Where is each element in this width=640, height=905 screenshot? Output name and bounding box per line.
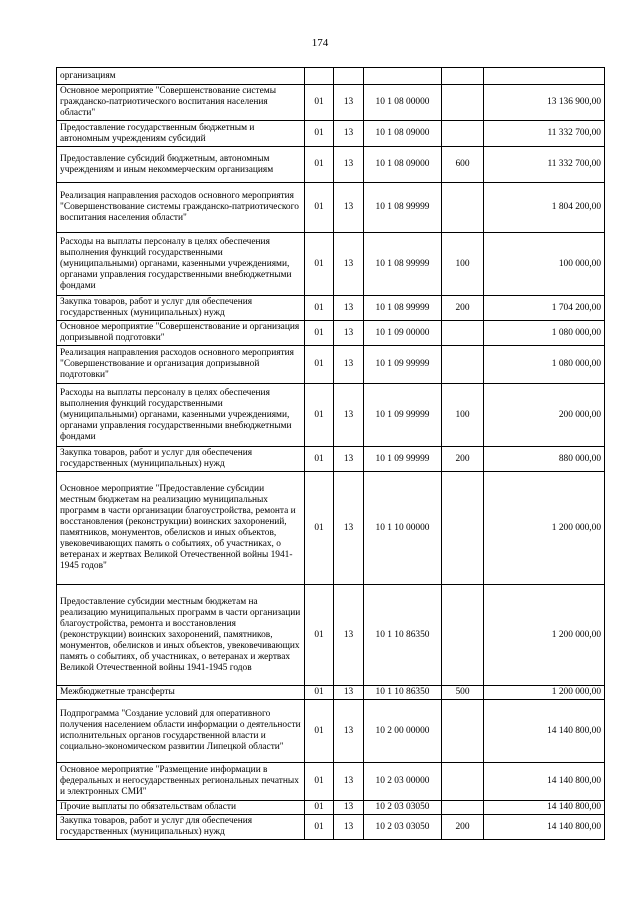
table-row [57, 85, 605, 121]
row-expense-type-cell [442, 183, 484, 233]
row-name-cell: Предоставление субсидий бюджетным, автономным учреждениям и иным некоммерческим организациям [57, 147, 305, 183]
row-target-article-cell: 10 2 03 00000 [364, 763, 442, 801]
row-name-cell: Закупка товаров, работ и услуг для обеспечения государственных (муниципальных) нужд [57, 296, 305, 321]
row-section-cell: 01 [305, 233, 334, 296]
row-subsection-cell: 13 [334, 472, 364, 585]
row-subsection-cell: 13 [334, 147, 364, 183]
row-subsection-cell: 13 [334, 384, 364, 447]
row-section-cell: 01 [305, 321, 334, 346]
row-amount-cell: 1 704 200,00 [484, 296, 605, 321]
row-name-cell: Основное мероприятие "Совершенствование системы гражданско-патриотического воспитания населения области" [57, 85, 305, 121]
row-expense-type-cell: 200 [442, 296, 484, 321]
row-expense-type-cell [442, 346, 484, 384]
row-section-cell: 01 [305, 384, 334, 447]
row-name-cell: Основное мероприятие "Предоставление субсидии местным бюджетам на реализацию муниципальных программ в части организации благоустройства, ремонта и восстановления (реконструкции) воинских захоронений, памятников, монументов, обелисков и иных объектов, увековечивающих память о событиях, об участниках, о ветеранах и жертвах Великой Отечественной войны 1941-1945 годов" [57, 472, 305, 585]
row-name-cell: Межбюджетные трансферты [57, 686, 305, 700]
row-section-cell: 01 [305, 183, 334, 233]
row-name-cell: Расходы на выплаты персоналу в целях обеспечения выполнения функций государственными (муниципальными) органами, казенными учреждениями, органами управления государственными внебюджетными фондами [57, 384, 305, 447]
row-target-article-cell: 10 1 08 09000 [364, 147, 442, 183]
row-expense-type-cell [442, 68, 484, 85]
row-subsection-cell: 13 [334, 296, 364, 321]
row-target-article-cell: 10 1 09 00000 [364, 321, 442, 346]
row-target-article-cell: 10 1 08 99999 [364, 183, 442, 233]
row-expense-type-cell [442, 121, 484, 147]
budget-table [56, 67, 605, 840]
row-name-cell: организациям [57, 68, 305, 85]
table-row [57, 183, 605, 233]
row-section-cell: 01 [305, 801, 334, 815]
row-expense-type-cell: 100 [442, 384, 484, 447]
row-name-cell: Реализация направления расходов основного мероприятия "Совершенствование и организация допризывной подготовки" [57, 346, 305, 384]
row-target-article-cell: 10 1 09 99999 [364, 384, 442, 447]
row-amount-cell: 1 804 200,00 [484, 183, 605, 233]
row-amount-cell [484, 68, 605, 85]
row-subsection-cell: 13 [334, 85, 364, 121]
row-amount-cell: 14 140 800,00 [484, 763, 605, 801]
row-section-cell: 01 [305, 686, 334, 700]
row-section-cell [305, 68, 334, 85]
row-amount-cell: 1 080 000,00 [484, 346, 605, 384]
row-amount-cell: 200 000,00 [484, 384, 605, 447]
row-section-cell: 01 [305, 763, 334, 801]
row-expense-type-cell [442, 763, 484, 801]
row-expense-type-cell [442, 801, 484, 815]
row-expense-type-cell: 500 [442, 686, 484, 700]
row-subsection-cell: 13 [334, 686, 364, 700]
row-expense-type-cell: 200 [442, 447, 484, 472]
row-amount-cell: 13 136 900,00 [484, 85, 605, 121]
table-row [57, 384, 605, 447]
row-amount-cell: 1 200 000,00 [484, 686, 605, 700]
row-subsection-cell: 13 [334, 183, 364, 233]
row-subsection-cell: 13 [334, 585, 364, 686]
row-amount-cell: 1 080 000,00 [484, 321, 605, 346]
table-row [57, 763, 605, 801]
row-expense-type-cell: 100 [442, 233, 484, 296]
row-subsection-cell: 13 [334, 321, 364, 346]
row-expense-type-cell [442, 472, 484, 585]
row-target-article-cell: 10 1 09 99999 [364, 346, 442, 384]
table-row [57, 686, 605, 700]
row-name-cell: Основное мероприятие "Размещение информации в федеральных и негосударственных региональных печатных и электронных СМИ" [57, 763, 305, 801]
row-name-cell: Подпрограмма "Создание условий для оперативного получения населением области информации о деятельности исполнительных органов государственной власти и социально-экономическом развитии Липецкой области" [57, 700, 305, 763]
row-subsection-cell: 13 [334, 763, 364, 801]
table-row [57, 801, 605, 815]
row-amount-cell: 11 332 700,00 [484, 147, 605, 183]
row-section-cell: 01 [305, 296, 334, 321]
row-target-article-cell: 10 1 10 86350 [364, 585, 442, 686]
row-section-cell: 01 [305, 472, 334, 585]
row-expense-type-cell: 600 [442, 147, 484, 183]
row-subsection-cell: 13 [334, 815, 364, 840]
row-subsection-cell: 13 [334, 700, 364, 763]
row-target-article-cell: 10 1 08 99999 [364, 233, 442, 296]
page-number: 174 [311, 37, 329, 49]
table-row [57, 472, 605, 585]
row-section-cell: 01 [305, 700, 334, 763]
row-target-article-cell: 10 1 10 00000 [364, 472, 442, 585]
row-target-article-cell: 10 1 08 00000 [364, 85, 442, 121]
row-amount-cell: 100 000,00 [484, 233, 605, 296]
row-section-cell: 01 [305, 815, 334, 840]
row-expense-type-cell: 200 [442, 815, 484, 840]
row-name-cell: Закупка товаров, работ и услуг для обеспечения государственных (муниципальных) нужд [57, 815, 305, 840]
row-subsection-cell: 13 [334, 346, 364, 384]
row-target-article-cell: 10 1 08 99999 [364, 296, 442, 321]
row-target-article-cell: 10 2 03 03050 [364, 801, 442, 815]
row-target-article-cell: 10 2 00 00000 [364, 700, 442, 763]
row-amount-cell: 1 200 000,00 [484, 585, 605, 686]
row-name-cell: Предоставление государственным бюджетным и автономным учреждениям субсидий [57, 121, 305, 147]
table-row [57, 321, 605, 346]
table-row [57, 447, 605, 472]
row-name-cell: Реализация направления расходов основного мероприятия "Совершенствование системы гражданско-патриотического воспитания населения области" [57, 183, 305, 233]
row-section-cell: 01 [305, 85, 334, 121]
row-section-cell: 01 [305, 447, 334, 472]
row-section-cell: 01 [305, 147, 334, 183]
table-row [57, 346, 605, 384]
table-row [57, 121, 605, 147]
row-expense-type-cell [442, 700, 484, 763]
row-subsection-cell: 13 [334, 801, 364, 815]
row-amount-cell: 14 140 800,00 [484, 801, 605, 815]
table-row [57, 700, 605, 763]
row-subsection-cell: 13 [334, 447, 364, 472]
row-section-cell: 01 [305, 585, 334, 686]
row-name-cell: Прочие выплаты по обязательствам области [57, 801, 305, 815]
row-target-article-cell: 10 1 09 99999 [364, 447, 442, 472]
table-row [57, 233, 605, 296]
row-subsection-cell: 13 [334, 233, 364, 296]
row-amount-cell: 14 140 800,00 [484, 815, 605, 840]
table-row [57, 585, 605, 686]
row-amount-cell: 880 000,00 [484, 447, 605, 472]
budget-table-body [57, 68, 605, 840]
row-target-article-cell [364, 68, 442, 85]
row-amount-cell: 14 140 800,00 [484, 700, 605, 763]
row-expense-type-cell [442, 585, 484, 686]
row-section-cell: 01 [305, 346, 334, 384]
row-name-cell: Предоставление субсидии местным бюджетам на реализацию муниципальных программ в части организации благоустройства, ремонта и восстановления (реконструкции) воинских захоронений, памятников, монументов, обелисков и иных объектов, увековечивающих память о событиях, об участниках, о ветеранах и жертвах Великой Отечественной войны 1941-1945 годов [57, 585, 305, 686]
row-subsection-cell [334, 68, 364, 85]
table-row [57, 815, 605, 840]
row-name-cell: Основное мероприятие "Совершенствование и организация допризывной подготовки" [57, 321, 305, 346]
table-row [57, 68, 605, 85]
row-amount-cell: 11 332 700,00 [484, 121, 605, 147]
row-name-cell: Расходы на выплаты персоналу в целях обеспечения выполнения функций государственными (муниципальными) органами, казенными учреждениями, органами управления государственными внебюджетными фондами [57, 233, 305, 296]
row-target-article-cell: 10 2 03 03050 [364, 815, 442, 840]
table-row [57, 147, 605, 183]
row-subsection-cell: 13 [334, 121, 364, 147]
row-amount-cell: 1 200 000,00 [484, 472, 605, 585]
row-expense-type-cell [442, 321, 484, 346]
row-target-article-cell: 10 1 08 09000 [364, 121, 442, 147]
row-section-cell: 01 [305, 121, 334, 147]
row-target-article-cell: 10 1 10 86350 [364, 686, 442, 700]
table-row [57, 296, 605, 321]
row-expense-type-cell [442, 85, 484, 121]
row-name-cell: Закупка товаров, работ и услуг для обеспечения государственных (муниципальных) нужд [57, 447, 305, 472]
